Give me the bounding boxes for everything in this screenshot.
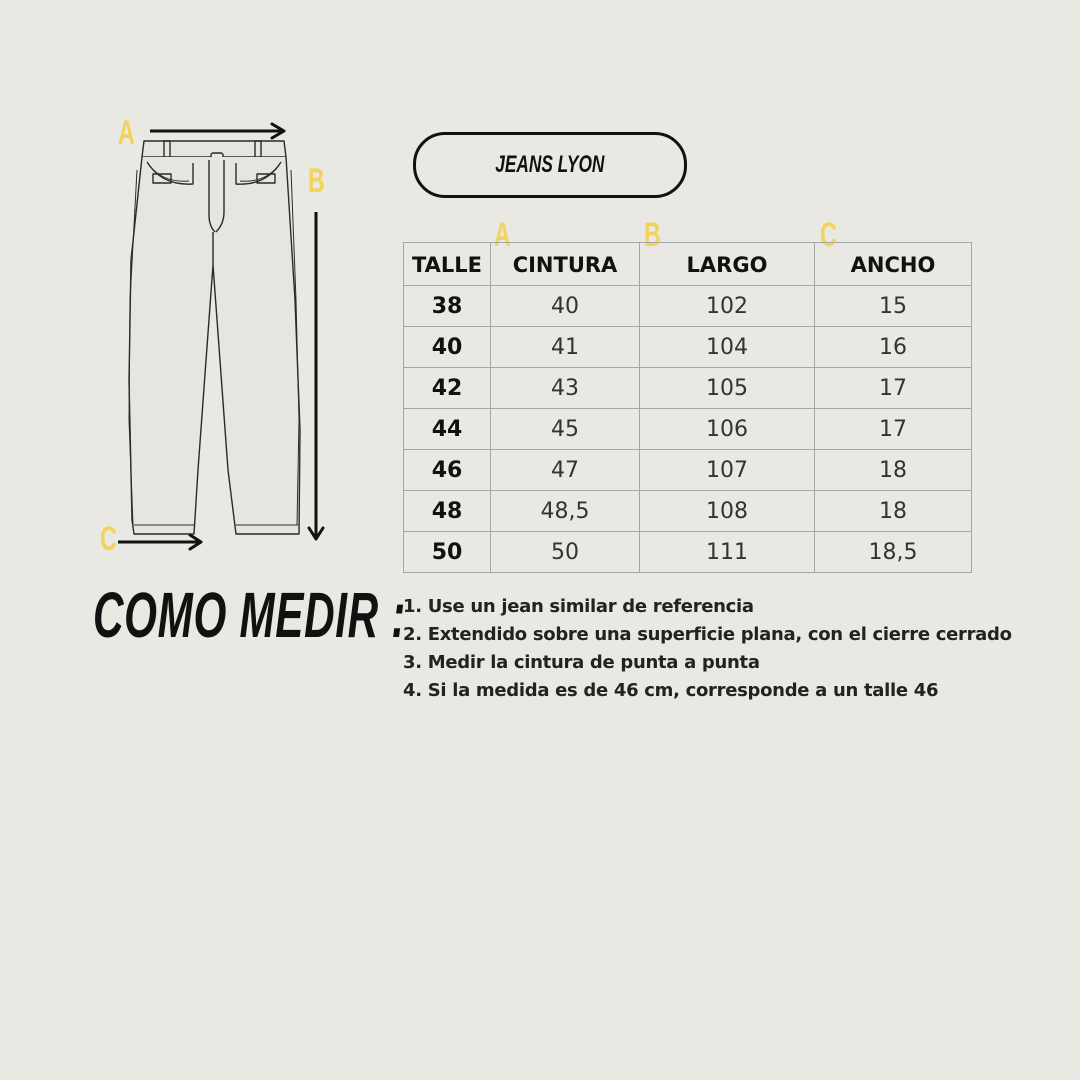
cell-ancho: 17: [815, 409, 972, 450]
cell-cintura: 47: [491, 450, 640, 491]
instruction-step: 4. Si la medida es de 46 cm, corresponde a un talle 46: [403, 680, 939, 701]
header-cintura: CINTURA: [491, 243, 640, 286]
table-row: [404, 532, 972, 573]
header-ancho: ANCHO: [815, 243, 972, 286]
cell-cintura: 45: [491, 409, 640, 450]
cell-cintura: 40: [491, 286, 640, 327]
table-row: [404, 327, 972, 368]
table-header-row: [404, 243, 972, 286]
table-row: [404, 491, 972, 532]
cell-largo: 111: [640, 532, 815, 573]
cell-ancho: 18: [815, 450, 972, 491]
cell-cintura: 43: [491, 368, 640, 409]
marker-a-label: A: [118, 114, 135, 152]
arrow-c-icon: [118, 535, 201, 549]
cell-cintura: 50: [491, 532, 640, 573]
cell-largo: 106: [640, 409, 815, 450]
cell-largo: 107: [640, 450, 815, 491]
cell-cintura: 48,5: [491, 491, 640, 532]
marker-c-label: C: [100, 520, 117, 558]
table-row: [404, 368, 972, 409]
instruction-step: 3. Medir la cintura de punta a punta: [403, 652, 760, 673]
column-marker-c: C: [820, 216, 837, 254]
header-largo: LARGO: [640, 243, 815, 286]
cell-ancho: 17: [815, 368, 972, 409]
table-row: [404, 450, 972, 491]
jeans-illustration: [0, 0, 400, 580]
cell-talle: 48: [404, 491, 491, 532]
arrow-b-icon: [309, 212, 323, 539]
arrow-a-icon: [150, 124, 284, 138]
cell-largo: 104: [640, 327, 815, 368]
cell-largo: 108: [640, 491, 815, 532]
header-talle: TALLE: [404, 243, 491, 286]
cell-talle: 46: [404, 450, 491, 491]
instructions-list: [403, 593, 1012, 705]
cell-talle: 44: [404, 409, 491, 450]
how-to-measure-title: COMO MEDIR :: [93, 579, 406, 651]
product-title: JEANS LYON: [495, 151, 605, 178]
marker-b-label: B: [308, 162, 325, 200]
instruction-step: 1. Use un jean similar de referencia: [403, 596, 754, 617]
cell-ancho: 18: [815, 491, 972, 532]
cell-talle: 38: [404, 286, 491, 327]
cell-talle: 40: [404, 327, 491, 368]
instruction-step: 2. Extendido sobre una superficie plana, con el cierre cerrado: [403, 624, 1012, 645]
column-marker-b: B: [644, 216, 661, 254]
cell-largo: 102: [640, 286, 815, 327]
jeans-icon: [129, 141, 300, 534]
product-title-pill: [413, 132, 687, 198]
measurement-diagram: [0, 0, 400, 580]
table-row: [404, 409, 972, 450]
cell-ancho: 16: [815, 327, 972, 368]
size-chart-table: [403, 242, 972, 573]
cell-cintura: 41: [491, 327, 640, 368]
cell-talle: 42: [404, 368, 491, 409]
cell-ancho: 18,5: [815, 532, 972, 573]
cell-largo: 105: [640, 368, 815, 409]
column-marker-a: A: [494, 216, 511, 254]
cell-ancho: 15: [815, 286, 972, 327]
table-row: [404, 286, 972, 327]
cell-talle: 50: [404, 532, 491, 573]
